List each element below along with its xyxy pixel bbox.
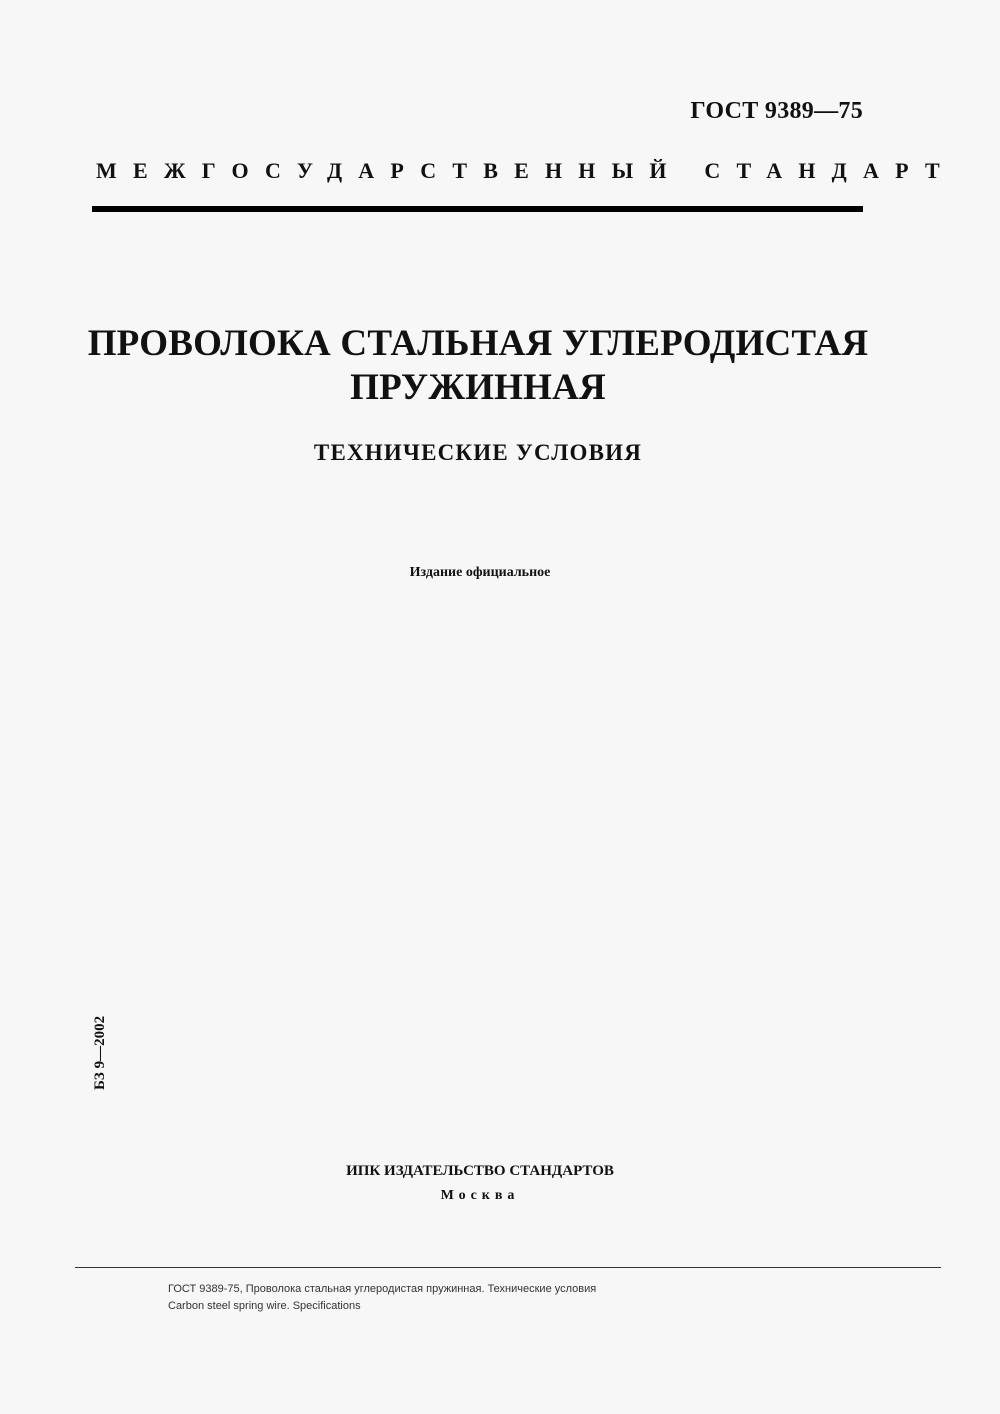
- document-subtitle: ТЕХНИЧЕСКИЕ УСЛОВИЯ: [313, 440, 643, 465]
- title-line-1: ПРОВОЛОКА СТАЛЬНАЯ УГЛЕРОДИСТАЯ: [87, 323, 869, 364]
- publisher-name: ИПК ИЗДАТЕЛЬСТВО СТАНДАРТОВ: [346, 1163, 614, 1179]
- edition-label: Издание официальное: [409, 565, 551, 580]
- title-line-2: ПРУЖИННАЯ: [350, 367, 606, 408]
- document-title: [60, 322, 896, 410]
- footer-russian-title: ГОСТ 9389-75, Проволока стальная углеродистая пружинная. Технические условия: [168, 1283, 597, 1295]
- header-divider: [92, 206, 863, 212]
- side-code: БЗ 9—2002: [92, 1015, 108, 1090]
- publisher-city: Москва: [440, 1188, 520, 1203]
- footer-divider: [75, 1267, 941, 1268]
- standard-type-heading: МЕЖГОСУДАРСТВЕННЫЙ СТАНДАРТ: [96, 158, 956, 183]
- document-number: ГОСТ 9389—75: [690, 98, 863, 124]
- footer-english-title: Carbon steel spring wire. Specifications: [168, 1300, 361, 1312]
